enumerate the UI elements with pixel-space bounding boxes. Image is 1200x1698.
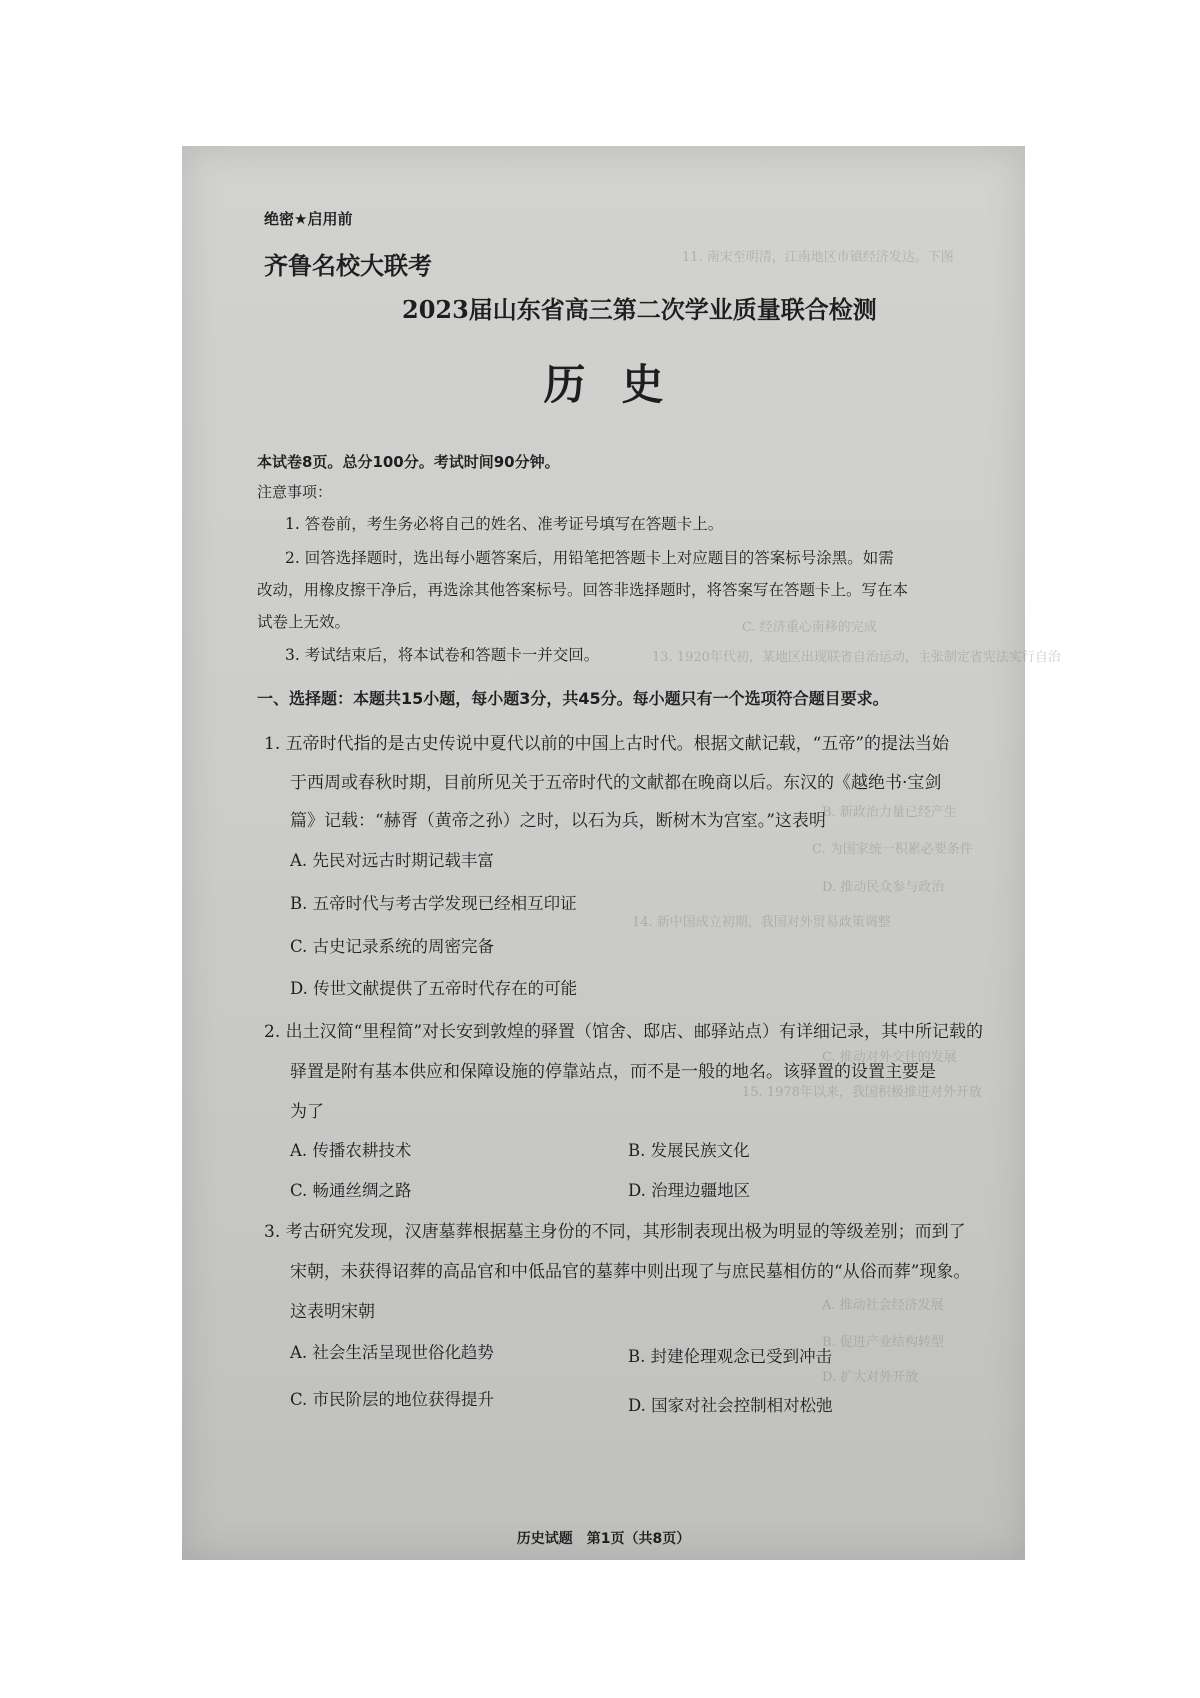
notice-item: 改动，用橡皮擦干净后，再选涂其他答案标号。回答非选择题时，将答案写在答题卡上。写在本	[257, 581, 909, 599]
question-text: 2. 出土汉简“里程简”对长安到敦煌的驿置（馆舍、邸店、邮驿站点）有详细记录，其中所记载的	[264, 1022, 984, 1042]
option-c: C. 古史记录系统的周密完备	[290, 937, 495, 956]
show-through-text: 13. 1920年代初，某地区出现联省自治运动，主张制定省宪法实行自治	[652, 650, 1061, 665]
question-text: 于西周或春秋时期，目前所见关于五帝时代的文献都在晚商以后。东汉的《越绝书·宝剑	[290, 773, 942, 793]
option-c: C. 市民阶层的地位获得提升	[290, 1390, 495, 1409]
notice-item: 试卷上无效。	[257, 613, 351, 631]
notice-item: 3. 考试结束后，将本试卷和答题卡一并交回。	[285, 646, 600, 664]
show-through-text: C. 推动对外交往的发展	[822, 1050, 957, 1065]
option-d: D. 国家对社会控制相对松弛	[628, 1396, 833, 1415]
question-text: 宋朝，未获得诏葬的高品官和中低品官的墓葬中则出现了与庶民墓相仿的“从俗而葬”现象。	[290, 1262, 971, 1282]
notice-item: 1. 答卷前，考生务必将自己的姓名、准考证号填写在答题卡上。	[285, 515, 724, 533]
section-title: 一、选择题：本题共15小题，每小题3分，共45分。每小题只有一个选项符合题目要求。	[257, 689, 889, 708]
question-text: 驿置是附有基本供应和保障设施的停靠站点，而不是一般的地名。该驿置的设置主要是	[290, 1062, 936, 1082]
question-text: 为了	[290, 1102, 324, 1122]
show-through-text: A. 推动社会经济发展	[822, 1298, 944, 1313]
show-through-text: C. 经济重心南移的完成	[742, 620, 877, 635]
show-through-text: 11. 南宋至明清，江南地区市镇经济发达。下图	[682, 250, 954, 265]
notice-item: 2. 回答选择题时，选出每小题答案后，用铅笔把答题卡上对应题目的答案标号涂黑。如需	[285, 549, 894, 567]
show-through-text: B. 新政治力量已经产生	[822, 805, 957, 820]
exam-title: 2023届山东省高三第二次学业质量联合检测	[402, 295, 877, 324]
option-a: A. 传播农耕技术	[290, 1141, 412, 1160]
notice-title: 注意事项：	[257, 483, 333, 501]
show-through-text: D. 推动民众参与政治	[822, 880, 945, 895]
option-d: D. 传世文献提供了五帝时代存在的可能	[290, 979, 578, 998]
question-text: 这表明宋朝	[290, 1302, 375, 1322]
option-b: B. 封建伦理观念已受到冲击	[628, 1347, 833, 1366]
option-a: A. 社会生活呈现世俗化趋势	[290, 1343, 494, 1362]
option-a: A. 先民对远古时期记载丰富	[290, 851, 494, 870]
show-through-text: B. 促进产业结构转型	[822, 1335, 944, 1350]
show-through-text: C. 为国家统一积累必要条件	[812, 842, 973, 857]
exam-paper	[182, 146, 1061, 1560]
option-c: C. 畅通丝绸之路	[290, 1181, 412, 1200]
subject-title: 历史	[543, 360, 700, 409]
option-d: D. 治理边疆地区	[628, 1181, 751, 1200]
question-text: 篇》记载：“赫胥（黄帝之孙）之时，以石为兵，断树木为宫室。”这表明	[290, 811, 826, 831]
show-through-text: 15. 1978年以来，我国积极推进对外开放	[742, 1085, 982, 1100]
question-text: 1. 五帝时代指的是古史传说中夏代以前的中国上古时代。根据文献记载，“五帝”的提法当始	[264, 734, 950, 754]
alliance-name: 齐鲁名校大联考	[264, 252, 432, 280]
page-footer: 历史试题 第1页（共8页）	[516, 1531, 691, 1547]
question-text: 3. 考古研究发现，汉唐墓葬根据墓主身份的不同，其形制表现出极为明显的等级差别；而到了	[264, 1222, 966, 1242]
secret-mark: 绝密★启用前	[264, 210, 353, 228]
option-b: B. 五帝时代与考古学发现已经相互印证	[290, 894, 577, 913]
exam-intro: 本试卷8页。总分100分。考试时间90分钟。	[257, 453, 560, 471]
option-b: B. 发展民族文化	[628, 1141, 750, 1160]
show-through-text: 14. 新中国成立初期，我国对外贸易政策调整	[632, 915, 891, 930]
show-through-text: D. 扩大对外开放	[822, 1370, 919, 1385]
